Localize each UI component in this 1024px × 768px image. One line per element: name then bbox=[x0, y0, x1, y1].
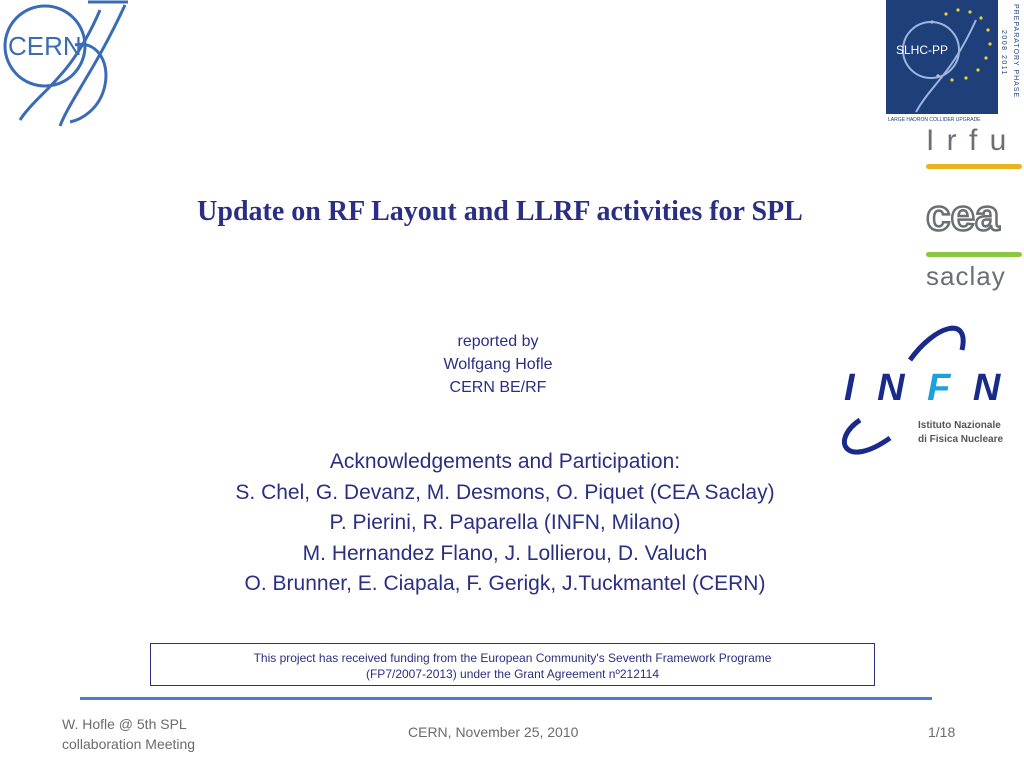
acknowledgements-line: S. Chel, G. Devanz, M. Desmons, O. Piquet (CEA Saclay) bbox=[235, 480, 775, 504]
funding-notice-box bbox=[150, 643, 875, 686]
funding-line-2: (FP7/2007-2013) under the Grant Agreement nº212114 bbox=[365, 667, 660, 681]
footer-author-line-2: collaboration Meeting bbox=[62, 736, 196, 752]
slide-title: Update on RF Layout and LLRF activities for SPL bbox=[197, 196, 803, 227]
reported-by-label: reported by bbox=[457, 333, 539, 350]
presenter-name: Wolfgang Hofle bbox=[443, 356, 553, 373]
footer-divider bbox=[80, 697, 932, 700]
infn-logo-text: I N F N bbox=[844, 367, 1007, 409]
slhc-side-text: PREPARATORY PHASE bbox=[1012, 4, 1019, 99]
irfu-logo bbox=[926, 124, 1022, 169]
saclay-overline bbox=[926, 252, 1022, 257]
presenter-affiliation: CERN BE/RF bbox=[449, 379, 547, 396]
slhc-logo-text: SLHC-PP bbox=[896, 43, 949, 57]
cea-logo-text: cea bbox=[926, 192, 1000, 236]
slhc-caption: LARGE HADRON COLLIDER UPGRADE bbox=[888, 117, 981, 123]
infn-line1: Istituto Nazionale bbox=[918, 420, 1001, 431]
reported-by-block bbox=[348, 330, 648, 399]
acknowledgements-heading: Acknowledgements and Participation: bbox=[329, 450, 681, 473]
saclay-logo bbox=[926, 252, 1022, 292]
acknowledgements-line: P. Pierini, R. Paparella (INFN, Milano) bbox=[329, 511, 681, 534]
acknowledgements-line: M. Hernandez Flano, J. Lollierou, D. Valuch bbox=[302, 541, 708, 565]
infn-logo bbox=[830, 320, 1024, 455]
acknowledgements-block bbox=[150, 447, 860, 600]
cern-logo-text: CERN bbox=[8, 31, 82, 61]
page-number: 1/18 bbox=[928, 724, 956, 740]
footer-date: CERN, November 25, 2010 bbox=[408, 724, 579, 740]
footer-author bbox=[62, 714, 282, 754]
acknowledgements-line: O. Brunner, E. Ciapala, F. Gerigk, J.Tuckmantel (CERN) bbox=[244, 572, 766, 595]
saclay-logo-text: saclay bbox=[926, 261, 1006, 291]
cea-logo bbox=[926, 192, 1022, 236]
irfu-underline bbox=[926, 164, 1022, 169]
irfu-logo-text: I r f u bbox=[926, 124, 1009, 157]
cern-logo bbox=[0, 0, 130, 128]
footer-author-line-1: W. Hofle @ 5th SPL bbox=[62, 716, 187, 732]
infn-line2: di Fisica Nucleare bbox=[918, 434, 1004, 445]
slhc-logo bbox=[886, 0, 1024, 124]
slhc-years: 2008 2011 bbox=[1000, 30, 1007, 77]
funding-line-1: This project has received funding from the European Community's Seventh Framework Programe bbox=[253, 651, 772, 665]
